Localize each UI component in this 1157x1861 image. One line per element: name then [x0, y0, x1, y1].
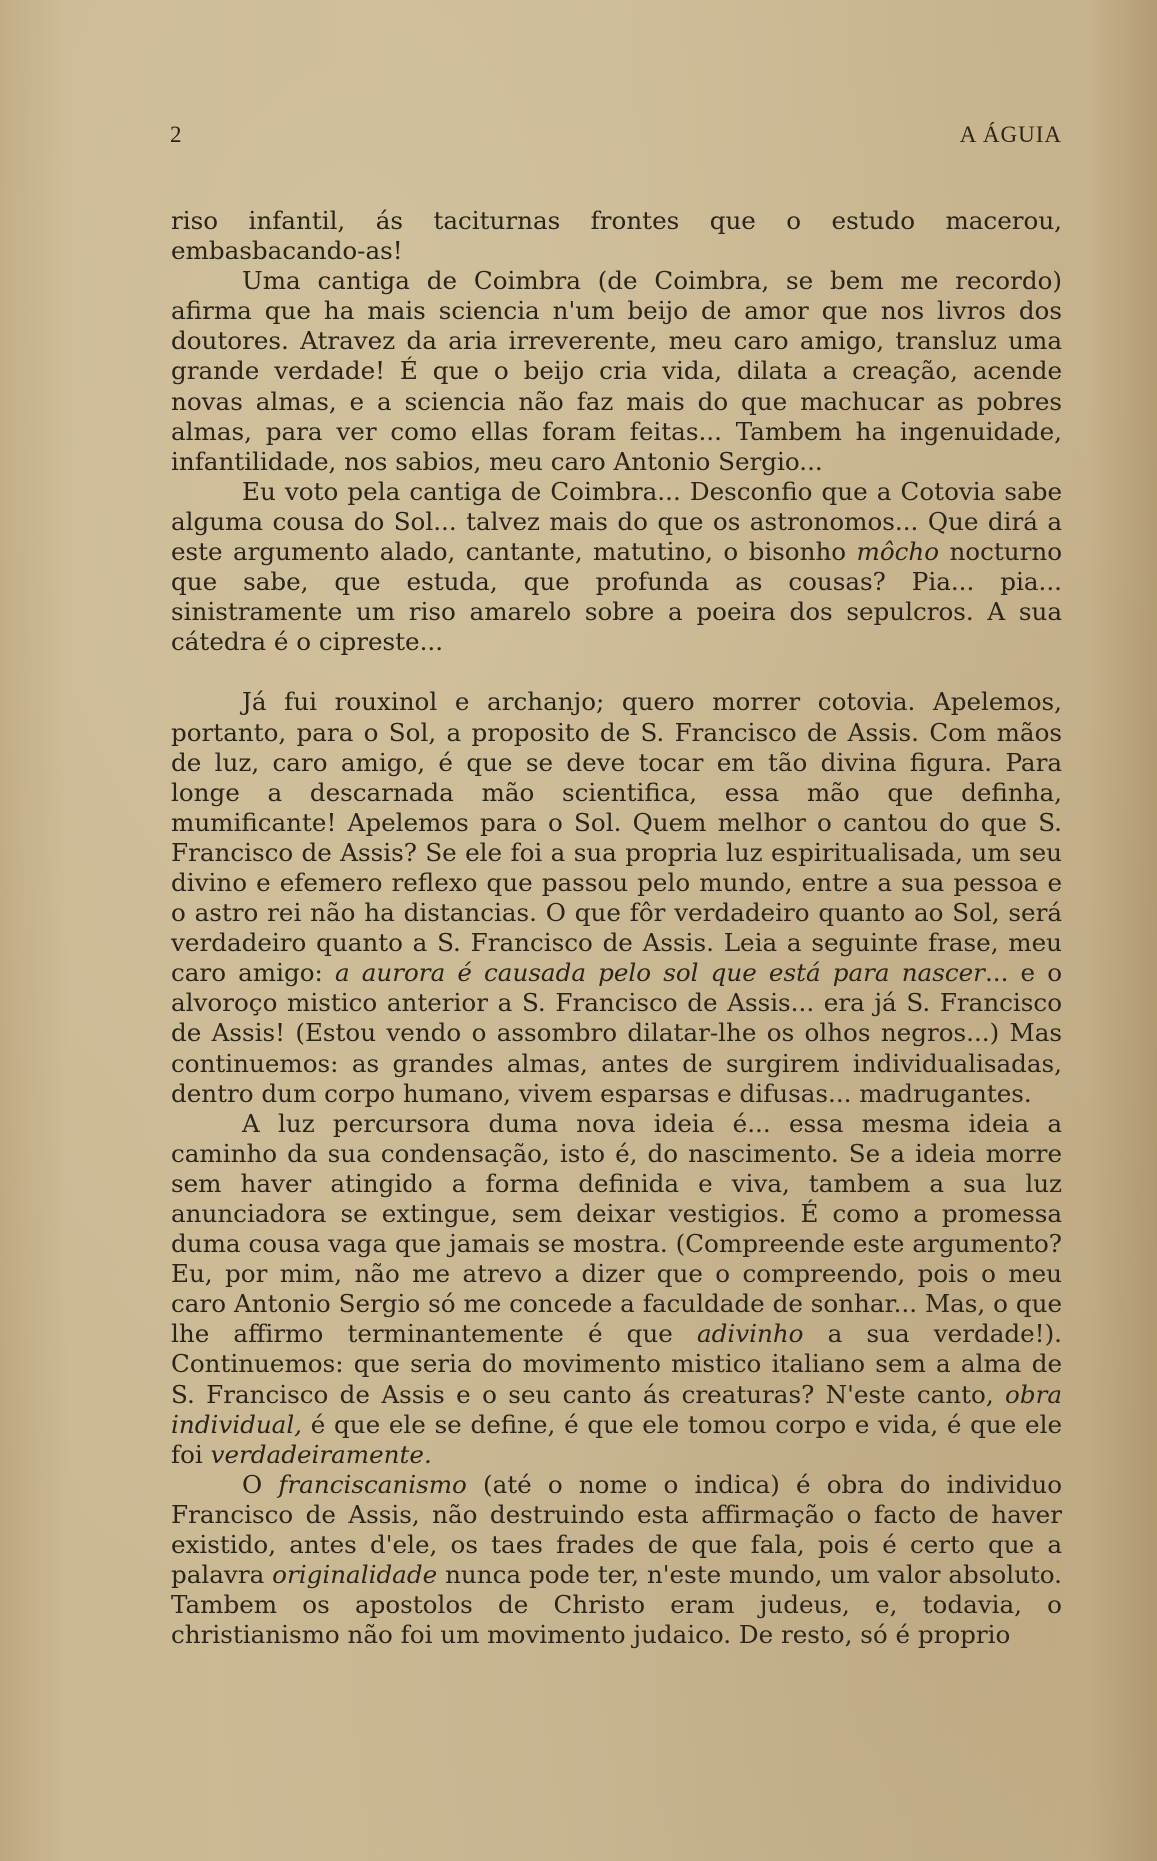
journal-title: A ÁGUIA [959, 122, 1062, 147]
text-segment: nunca pode ter, n'este mundo, um valor absoluto. Tambem os apostolos de Christo eram judeus, e, todavia, o christianismo não foi um movimento judaico. De resto, só é proprio [171, 1560, 1062, 1650]
paragraph [171, 206, 1062, 266]
italic-text: originalidade [272, 1560, 438, 1590]
page-number: 2 [170, 122, 183, 147]
paragraph [171, 1470, 1062, 1651]
text-segment: ... e o alvoroço mistico anterior a S. Francisco de Assis... era já S. Francisco de Assis! (Estou vendo o assombro dilatar-lhe os olhos negros...) Mas continuemos: as grandes almas, antes de surgirem individualisadas, dentro dum corpo humano, vivem esparsas e difusas... madrugantes. [171, 958, 1063, 1108]
italic-text: verdadeiramente. [210, 1439, 432, 1469]
italic-text: adivinho [696, 1319, 804, 1349]
italic-text: obra individual, [171, 1379, 1062, 1439]
text-segment: (até o nome o indica) é obra do individuo Francisco de Assis, não destruindo esta affirmação o facto de haver existido, antes d'ele, os taes frades de que fala, pois é certo que a palavra [171, 1469, 1062, 1590]
text-segment: Eu voto pela cantiga de Coimbra... Desconfio que a Cotovia sabe alguma cousa do Sol... talvez mais do que os astronomos... Que dirá a este argumento alado, cantante, matutino, o bisonho [171, 476, 1062, 567]
paragraph [171, 477, 1062, 658]
italic-text: a aurora é causada pelo sol que está para nascer [334, 958, 985, 988]
text-segment: a sua verdade!). Continuemos: que seria do movimento mistico italiano sem a alma de S. Francisco de Assis e o seu canto ás creaturas? N'este canto, [171, 1319, 1062, 1409]
paragraph [171, 1109, 1062, 1470]
text-segment: Uma cantiga de Coimbra (de Coimbra, se bem me recordo) afirma que ha mais sciencia n'um beijo de amor que nos livros dos doutores. Atravez da aria irreverente, meu caro amigo, transluz uma grande verdade! É que o beijo cria vida, dilata a creação, acende novas almas, e a sciencia não faz mais do que machucar as pobres almas, para ver como ellas foram feitas... Tambem ha ingenuidade, infantilidade, nos sabios, meu caro Antonio Sergio... [171, 266, 1062, 476]
paragraph [171, 266, 1062, 477]
text-segment: Já fui rouxinol e archanjo; quero morrer cotovia. Apelemos, portanto, para o Sol, a proposito de S. Francisco de Assis. Com mãos de luz, caro amigo, é que se deve tocar em tão divina figura. Para longe a descarnada mão scientifica, essa mão que definha, mumificante! Apelemos para o Sol. Quem melhor o cantou do que S. Francisco de Assis? Se ele foi a sua propria luz espiritualisada, um seu divino e efemero reflexo que passou pelo mundo, entre a sua pessoa e o astro rei não ha distancias. O que fôr verdadeiro quanto ao Sol, será verdadeiro quanto a S. Francisco de Assis. Leia a seguinte frase, meu caro amigo: [171, 687, 1062, 988]
text-segment: riso infantil, ás taciturnas frontes que o estudo macerou, embasbacando-as! [171, 206, 1062, 266]
text-segment: O [242, 1469, 279, 1499]
running-header [170, 122, 1062, 152]
text-segment: é que ele se define, é que ele tomou corpo e vida, é que ele foi [171, 1409, 1062, 1469]
italic-text: franciscanismo [278, 1469, 467, 1499]
text-segment: A luz percursora duma nova ideia é... essa mesma ideia a caminho da sua condensação, isto é, do nascimento. Se a ideia morre sem haver atingido a forma definida e viva, tambem a sua luz anunciadora se extingue, sem deixar vestigios. É como a promessa duma cousa vaga que jamais se mostra. (Compreende este argumento? Eu, por mim, não me atrevo a dizer que o compreendo, pois o meu caro Antonio Sergio só me concede a faculdade de sonhar... Mas, o que lhe affirmo terminantemente é que [171, 1108, 1062, 1349]
italic-text: môcho [856, 537, 940, 567]
paragraph [171, 687, 1062, 1108]
text-segment: nocturno que sabe, que estuda, que profunda as cousas? Pia... pia... sinistramente um riso amarelo sobre a poeira dos sepulcros. A sua cátedra é o cipreste... [171, 537, 1062, 657]
body-text [171, 206, 1062, 1650]
